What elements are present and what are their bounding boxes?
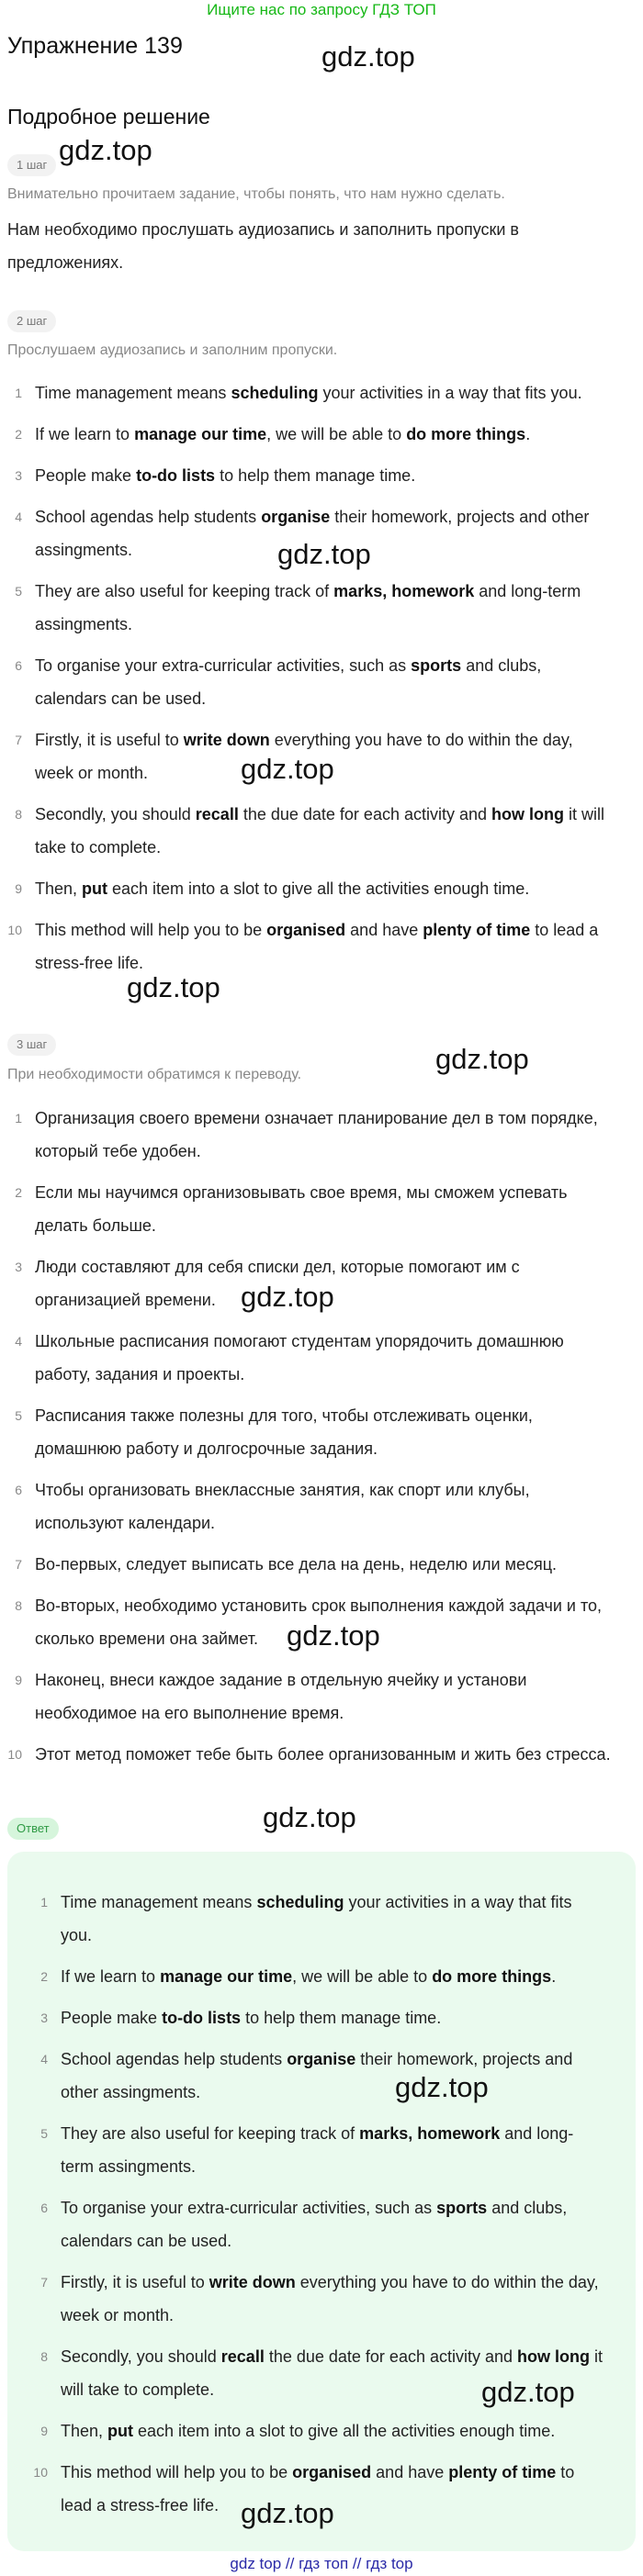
list-item [7,376,614,409]
item-number: 2 [40,1969,48,1984]
item-text [61,2266,603,2332]
list-item [7,1738,623,1771]
item-text [35,798,614,864]
sentence-part: everything you have to do within the day, week or month. [35,731,573,782]
item-text [35,459,614,492]
sentence-part: Firstly, it is useful to [61,2273,209,2291]
item-text [35,575,614,641]
list-item [7,913,614,980]
item-number: 4 [15,510,22,524]
watermark: gdz.top [241,1281,334,1313]
item-number: 7 [40,2275,48,2290]
filled-gap: marks, homework [359,2124,501,2143]
sentence-part: . [551,1967,557,1986]
item-text [35,376,614,409]
sentence-part: This method will help you to be [35,921,267,939]
list-item [33,2191,603,2257]
item-number: 9 [15,881,22,896]
list-item [33,1960,603,1993]
item-text: Во-вторых, необходимо установить срок выполнения каждой задачи и то, сколько времени она займет. [35,1596,603,1648]
step-note: Прослушаем аудиозапись и заполним пропуски. [7,342,338,358]
answer-list [33,1886,603,2522]
filled-gap: scheduling [256,1893,344,1911]
sentence-part: If we learn to [61,1967,161,1986]
item-text [61,2043,603,2109]
item-number: 6 [40,2201,48,2215]
watermark: gdz.top [395,2071,489,2103]
watermark: gdz.top [241,753,334,785]
step-text: Нам необходимо прослушать аудиозапись и заполнить пропуски в предложениях. [7,220,519,272]
filled-gap: do more things [432,1967,552,1986]
item-text: Люди составляют для себя списки дел, которые помогают им с организацией времени. [35,1258,520,1309]
list-item [7,1663,623,1730]
list-item [7,649,614,715]
filled-gap: to-do lists [162,2009,242,2027]
step-note: При необходимости обратимся к переводу. [7,1067,302,1082]
item-number: 6 [15,658,22,673]
filled-gap: sports [411,656,462,675]
sentence-part: , we will be able to [292,1967,433,1986]
step-badge: 2 шаг [7,310,56,332]
top-banner: Ищите нас по запросу ГДЗ ТОП [207,1,436,18]
item-text [61,2414,603,2447]
item-number: 1 [40,1895,48,1910]
filled-gap: sports [436,2199,488,2217]
watermark: gdz.top [481,2376,575,2408]
item-text: Этот метод поможет тебе быть более организованным и жить без стресса. [35,1745,611,1764]
filled-gap: plenty of time [448,2463,557,2481]
sentence-part: and long-term assingments. [35,582,581,633]
step-badge: 1 шаг [7,154,56,176]
item-text [35,649,614,715]
filled-gap: plenty of time [423,921,531,939]
list-item [7,575,614,641]
item-text [61,2117,603,2183]
filled-gap: how long [517,2347,590,2366]
watermark: gdz.top [59,134,152,166]
filled-gap: write down [183,731,270,749]
sentence-part: to lead a stress-free life. [35,921,599,972]
item-text [61,1960,603,1993]
sentence-part: . [525,425,531,443]
item-text: Школьные расписания помогают студентам упорядочить домашнюю работу, задания и проекты. [35,1332,564,1383]
item-number: 10 [7,923,22,937]
sentence-part: This method will help you to be [61,2463,293,2481]
translation-list [7,1102,623,1771]
item-number: 10 [33,2465,48,2480]
sentence-list [7,376,614,980]
sentence-part: School agendas help students [35,508,262,526]
filled-gap: organised [292,2463,372,2481]
footer: gdz top // гдз топ // гдз top [230,2555,413,2572]
filled-gap: to-do lists [136,466,216,485]
sentence-part: each item into a slot to give all the activities enough time. [107,879,530,898]
item-number: 6 [15,1483,22,1497]
filled-gap: organise [287,2050,356,2068]
item-text [61,2191,603,2257]
sentence-part: Firstly, it is useful to [35,731,184,749]
item-text: Во-первых, следует выписать все дела на день, неделю или месяц. [35,1555,558,1574]
watermark: gdz.top [277,538,371,570]
sentence-part: each item into a slot to give all the activities enough time. [133,2422,556,2440]
filled-gap: recall [195,805,239,823]
list-item [7,1176,623,1242]
item-text [35,872,614,905]
list-item [7,459,614,492]
sentence-part: School agendas help students [61,2050,288,2068]
item-number: 5 [40,2126,48,2141]
list-item [33,2001,603,2034]
sentence-part: If we learn to [35,425,135,443]
sentence-part: to help them manage time. [215,466,416,485]
filled-gap: marks, homework [333,582,475,600]
item-number: 1 [15,1111,22,1126]
filled-gap: manage our time [134,425,267,443]
filled-gap: write down [209,2273,296,2291]
sentence-part: the due date for each activity and [238,805,492,823]
item-number: 5 [15,1408,22,1423]
list-item [7,798,614,864]
sentence-part: They are also useful for keeping track of [35,582,334,600]
sentence-part: People make [61,2009,163,2027]
item-number: 9 [15,1673,22,1687]
list-item [7,418,614,451]
sentence-part: your activities in a way that fits you. [318,384,582,402]
sentence-part: their homework, projects and other assingments. [61,2050,573,2101]
item-number: 8 [15,1598,22,1613]
item-number: 3 [15,1260,22,1274]
item-text [35,418,614,451]
sentence-part: and long-term assingments. [61,2124,574,2176]
item-text: Расписания также полезны для того, чтобы отслеживать оценки, домашнюю работу и долгосрочные задания. [35,1406,533,1458]
list-item [7,872,614,905]
item-number: 4 [40,2052,48,2066]
list-item [7,1548,623,1581]
filled-gap: organise [261,508,331,526]
filled-gap: organised [266,921,346,939]
filled-gap: recall [220,2347,265,2366]
filled-gap: put [82,879,108,898]
sentence-part: Then, [35,879,83,898]
list-item [7,1102,623,1168]
sentence-part: Secondly, you should [61,2347,221,2366]
answer-badge: Ответ [7,1818,59,1840]
watermark: gdz.top [127,971,220,1003]
filled-gap: how long [491,805,564,823]
item-number: 8 [15,807,22,822]
step-badge: 3 шаг [7,1034,56,1056]
sentence-part: your activities in a way that fits you. [61,1893,572,1944]
item-text [35,913,614,980]
item-number: 3 [15,468,22,483]
sentence-part: and have [345,921,423,939]
watermark: gdz.top [287,1619,380,1652]
item-number: 7 [15,733,22,747]
list-item [7,1399,623,1465]
sentence-part: to help them manage time. [241,2009,442,2027]
list-item [33,2266,603,2332]
item-number: 2 [15,427,22,442]
sentence-part: their homework, projects and other assingments. [35,508,590,559]
sentence-part: , we will be able to [266,425,407,443]
list-item [7,1325,623,1391]
sentence-part: and have [371,2463,449,2481]
item-number: 2 [15,1185,22,1200]
filled-gap: scheduling [231,384,319,402]
item-number: 4 [15,1334,22,1349]
list-item [33,2117,603,2183]
list-item [33,2414,603,2447]
sentence-part: Time management means [35,384,231,402]
sentence-part: and clubs, calendars can be used. [35,656,542,708]
watermark: gdz.top [241,2497,334,2529]
list-item [7,1473,623,1540]
sentence-part: To organise your extra-curricular activities, such as [35,656,412,675]
sentence-part: Secondly, you should [35,805,196,823]
sentence-part: Then, [61,2422,108,2440]
item-number: 3 [40,2010,48,2025]
item-text [61,1886,603,1952]
item-number: 7 [15,1557,22,1572]
item-number: 8 [40,2349,48,2364]
page-title: Упражнение 139 [7,33,183,59]
sentence-part: and clubs, calendars can be used. [61,2199,568,2250]
watermark: gdz.top [435,1043,529,1075]
item-text: Чтобы организовать внеклассные занятия, как спорт или клубы, используют календари. [35,1481,530,1532]
watermark: gdz.top [263,1801,356,1833]
sentence-part: everything you have to do within the day, week or month. [61,2273,599,2324]
sentence-part: They are also useful for keeping track of [61,2124,360,2143]
sentence-part: Time management means [61,1893,257,1911]
sentence-part: People make [35,466,137,485]
sentence-part: To organise your extra-curricular activities, such as [61,2199,437,2217]
filled-gap: put [107,2422,134,2440]
filled-gap: do more things [406,425,526,443]
filled-gap: manage our time [160,1967,293,1986]
item-text: Организация своего времени означает планирование дел в том порядке, который тебе удобен. [35,1109,598,1160]
item-text [61,2001,603,2034]
item-text: Если мы научимся организовывать свое время, мы сможем успевать делать больше. [35,1183,568,1235]
section-title: Подробное решение [7,105,210,129]
item-number: 1 [15,386,22,400]
sentence-part: it will take to complete. [35,805,604,857]
sentence-part: it will take to complete. [61,2347,604,2399]
sentence-part: the due date for each activity and [264,2347,518,2366]
list-item [33,2043,603,2109]
item-text: Наконец, внеси каждое задание в отдельную ячейку и установи необходимое на его выполнение время. [35,1671,527,1722]
item-number: 10 [7,1747,22,1762]
list-item [33,1886,603,1952]
step-note: Внимательно прочитаем задание, чтобы понять, что нам нужно сделать. [7,186,505,202]
sentence-part: to lead a stress-free life. [61,2463,575,2514]
item-number: 9 [40,2424,48,2438]
watermark: gdz.top [322,40,415,73]
item-number: 5 [15,584,22,599]
